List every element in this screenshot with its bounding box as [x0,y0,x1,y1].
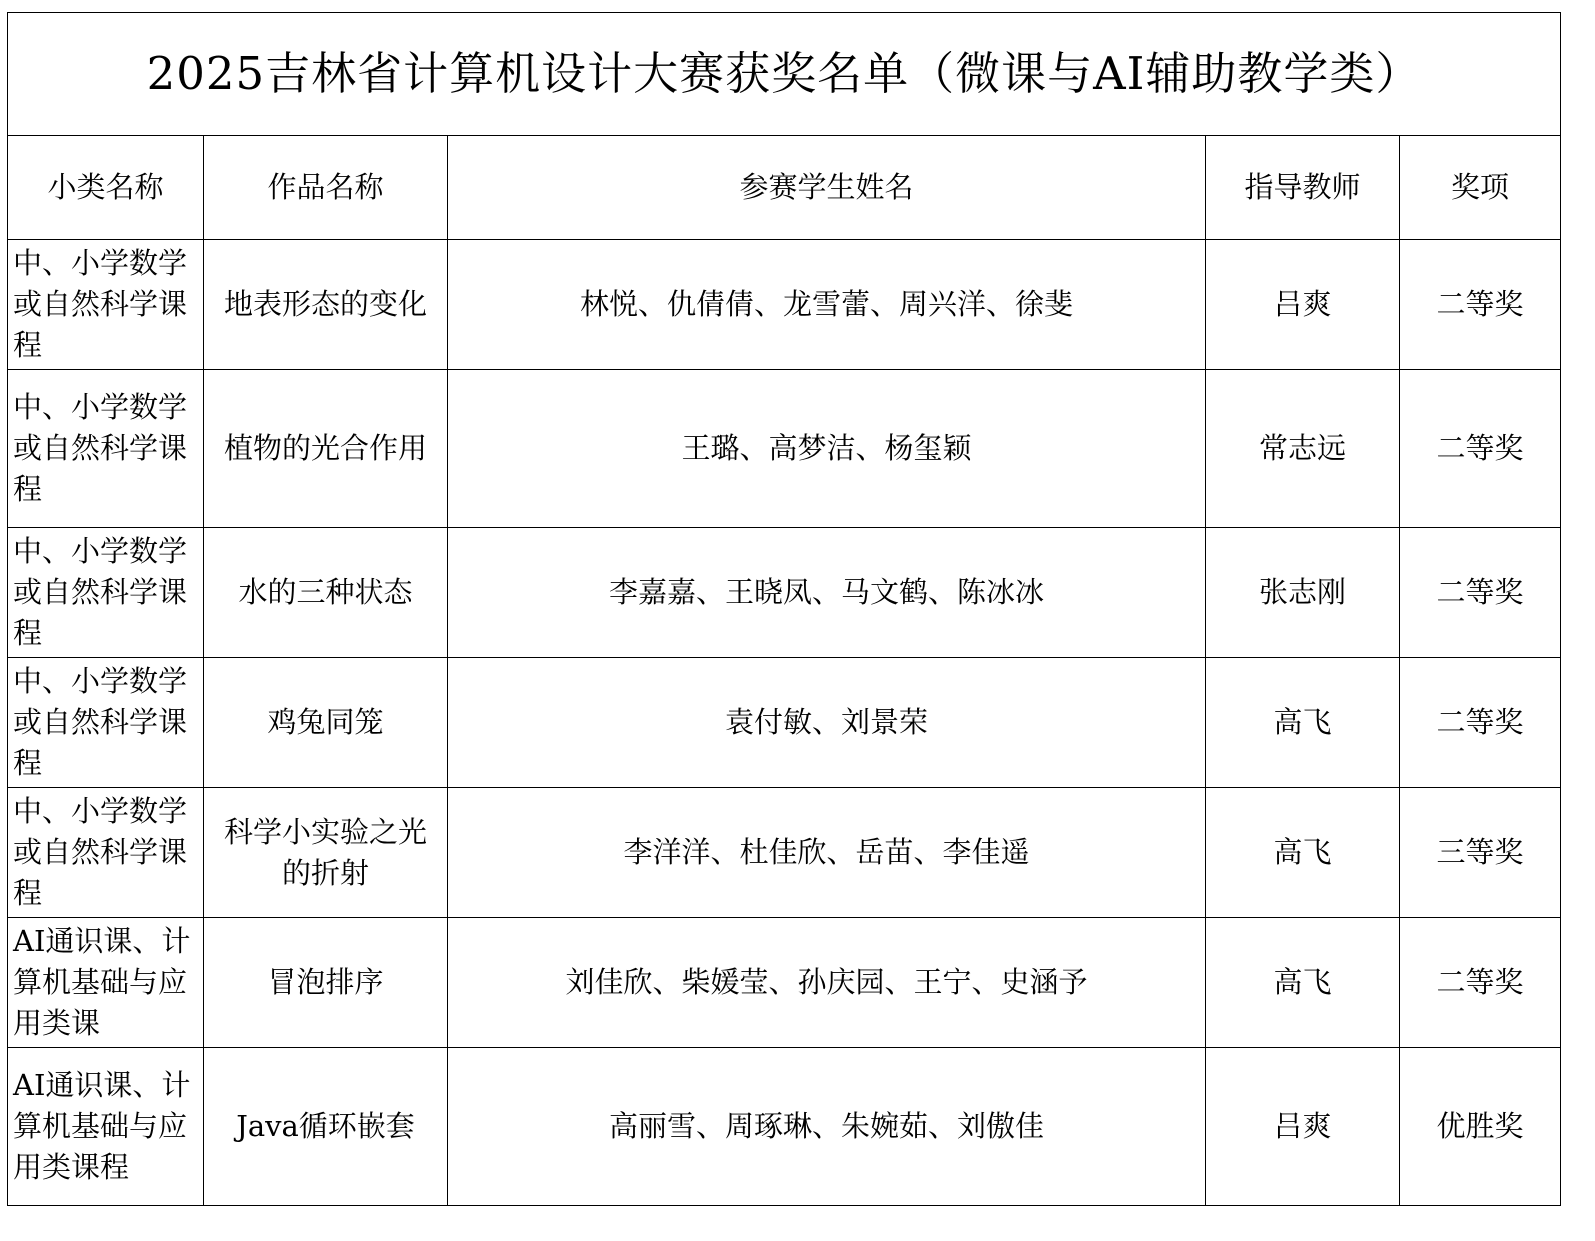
award-cell: 二等奖 [1400,918,1561,1048]
header-work-name: 作品名称 [204,136,448,240]
students-cell: 刘佳欣、柴媛莹、孙庆园、王宁、史涵予 [448,918,1206,1048]
advisor-cell: 吕爽 [1206,1048,1400,1206]
award-cell: 二等奖 [1400,658,1561,788]
category-cell: 中、小学数学或自然科学课程 [8,370,204,528]
table-row [8,240,1561,370]
students-cell: 王璐、高梦洁、杨玺颖 [448,370,1206,528]
advisor-cell: 张志刚 [1206,528,1400,658]
table-row [8,788,1561,918]
table-row [8,918,1561,1048]
advisor-cell: 高飞 [1206,658,1400,788]
award-cell: 优胜奖 [1400,1048,1561,1206]
work-name-cell: 植物的光合作用 [204,370,448,528]
award-cell: 三等奖 [1400,788,1561,918]
header-advisor: 指导教师 [1206,136,1400,240]
work-name-cell: 水的三种状态 [204,528,448,658]
category-cell: 中、小学数学或自然科学课程 [8,788,204,918]
award-list-table [7,12,1561,1206]
advisor-cell: 高飞 [1206,918,1400,1048]
students-cell: 李嘉嘉、王晓凤、马文鹤、陈冰冰 [448,528,1206,658]
work-name-cell: 科学小实验之光的折射 [204,788,448,918]
advisor-cell: 吕爽 [1206,240,1400,370]
students-cell: 高丽雪、周琢琳、朱婉茹、刘傲佳 [448,1048,1206,1206]
students-cell: 林悦、仇倩倩、龙雪蕾、周兴洋、徐斐 [448,240,1206,370]
students-cell: 李洋洋、杜佳欣、岳苗、李佳遥 [448,788,1206,918]
table-row [8,528,1561,658]
award-cell: 二等奖 [1400,370,1561,528]
category-cell: 中、小学数学或自然科学课程 [8,658,204,788]
document-title: 2025吉林省计算机设计大赛获奖名单（微课与AI辅助教学类） [8,13,1561,136]
work-name-cell: 鸡兔同笼 [204,658,448,788]
category-cell: AI通识课、计算机基础与应用类课程 [8,1048,204,1206]
table-row [8,370,1561,528]
table-row [8,1048,1561,1206]
category-cell: 中、小学数学或自然科学课程 [8,240,204,370]
students-cell: 袁付敏、刘景荣 [448,658,1206,788]
award-cell: 二等奖 [1400,528,1561,658]
award-cell: 二等奖 [1400,240,1561,370]
advisor-cell: 高飞 [1206,788,1400,918]
category-cell: 中、小学数学或自然科学课程 [8,528,204,658]
advisor-cell: 常志远 [1206,370,1400,528]
title-row [8,13,1561,136]
work-name-cell: 冒泡排序 [204,918,448,1048]
category-cell: AI通识课、计算机基础与应用类课 [8,918,204,1048]
work-name-cell: 地表形态的变化 [204,240,448,370]
header-category: 小类名称 [8,136,204,240]
work-name-cell: Java循环嵌套 [204,1048,448,1206]
table-row [8,658,1561,788]
header-student-names: 参赛学生姓名 [448,136,1206,240]
header-award: 奖项 [1400,136,1561,240]
table-header-row [8,136,1561,240]
